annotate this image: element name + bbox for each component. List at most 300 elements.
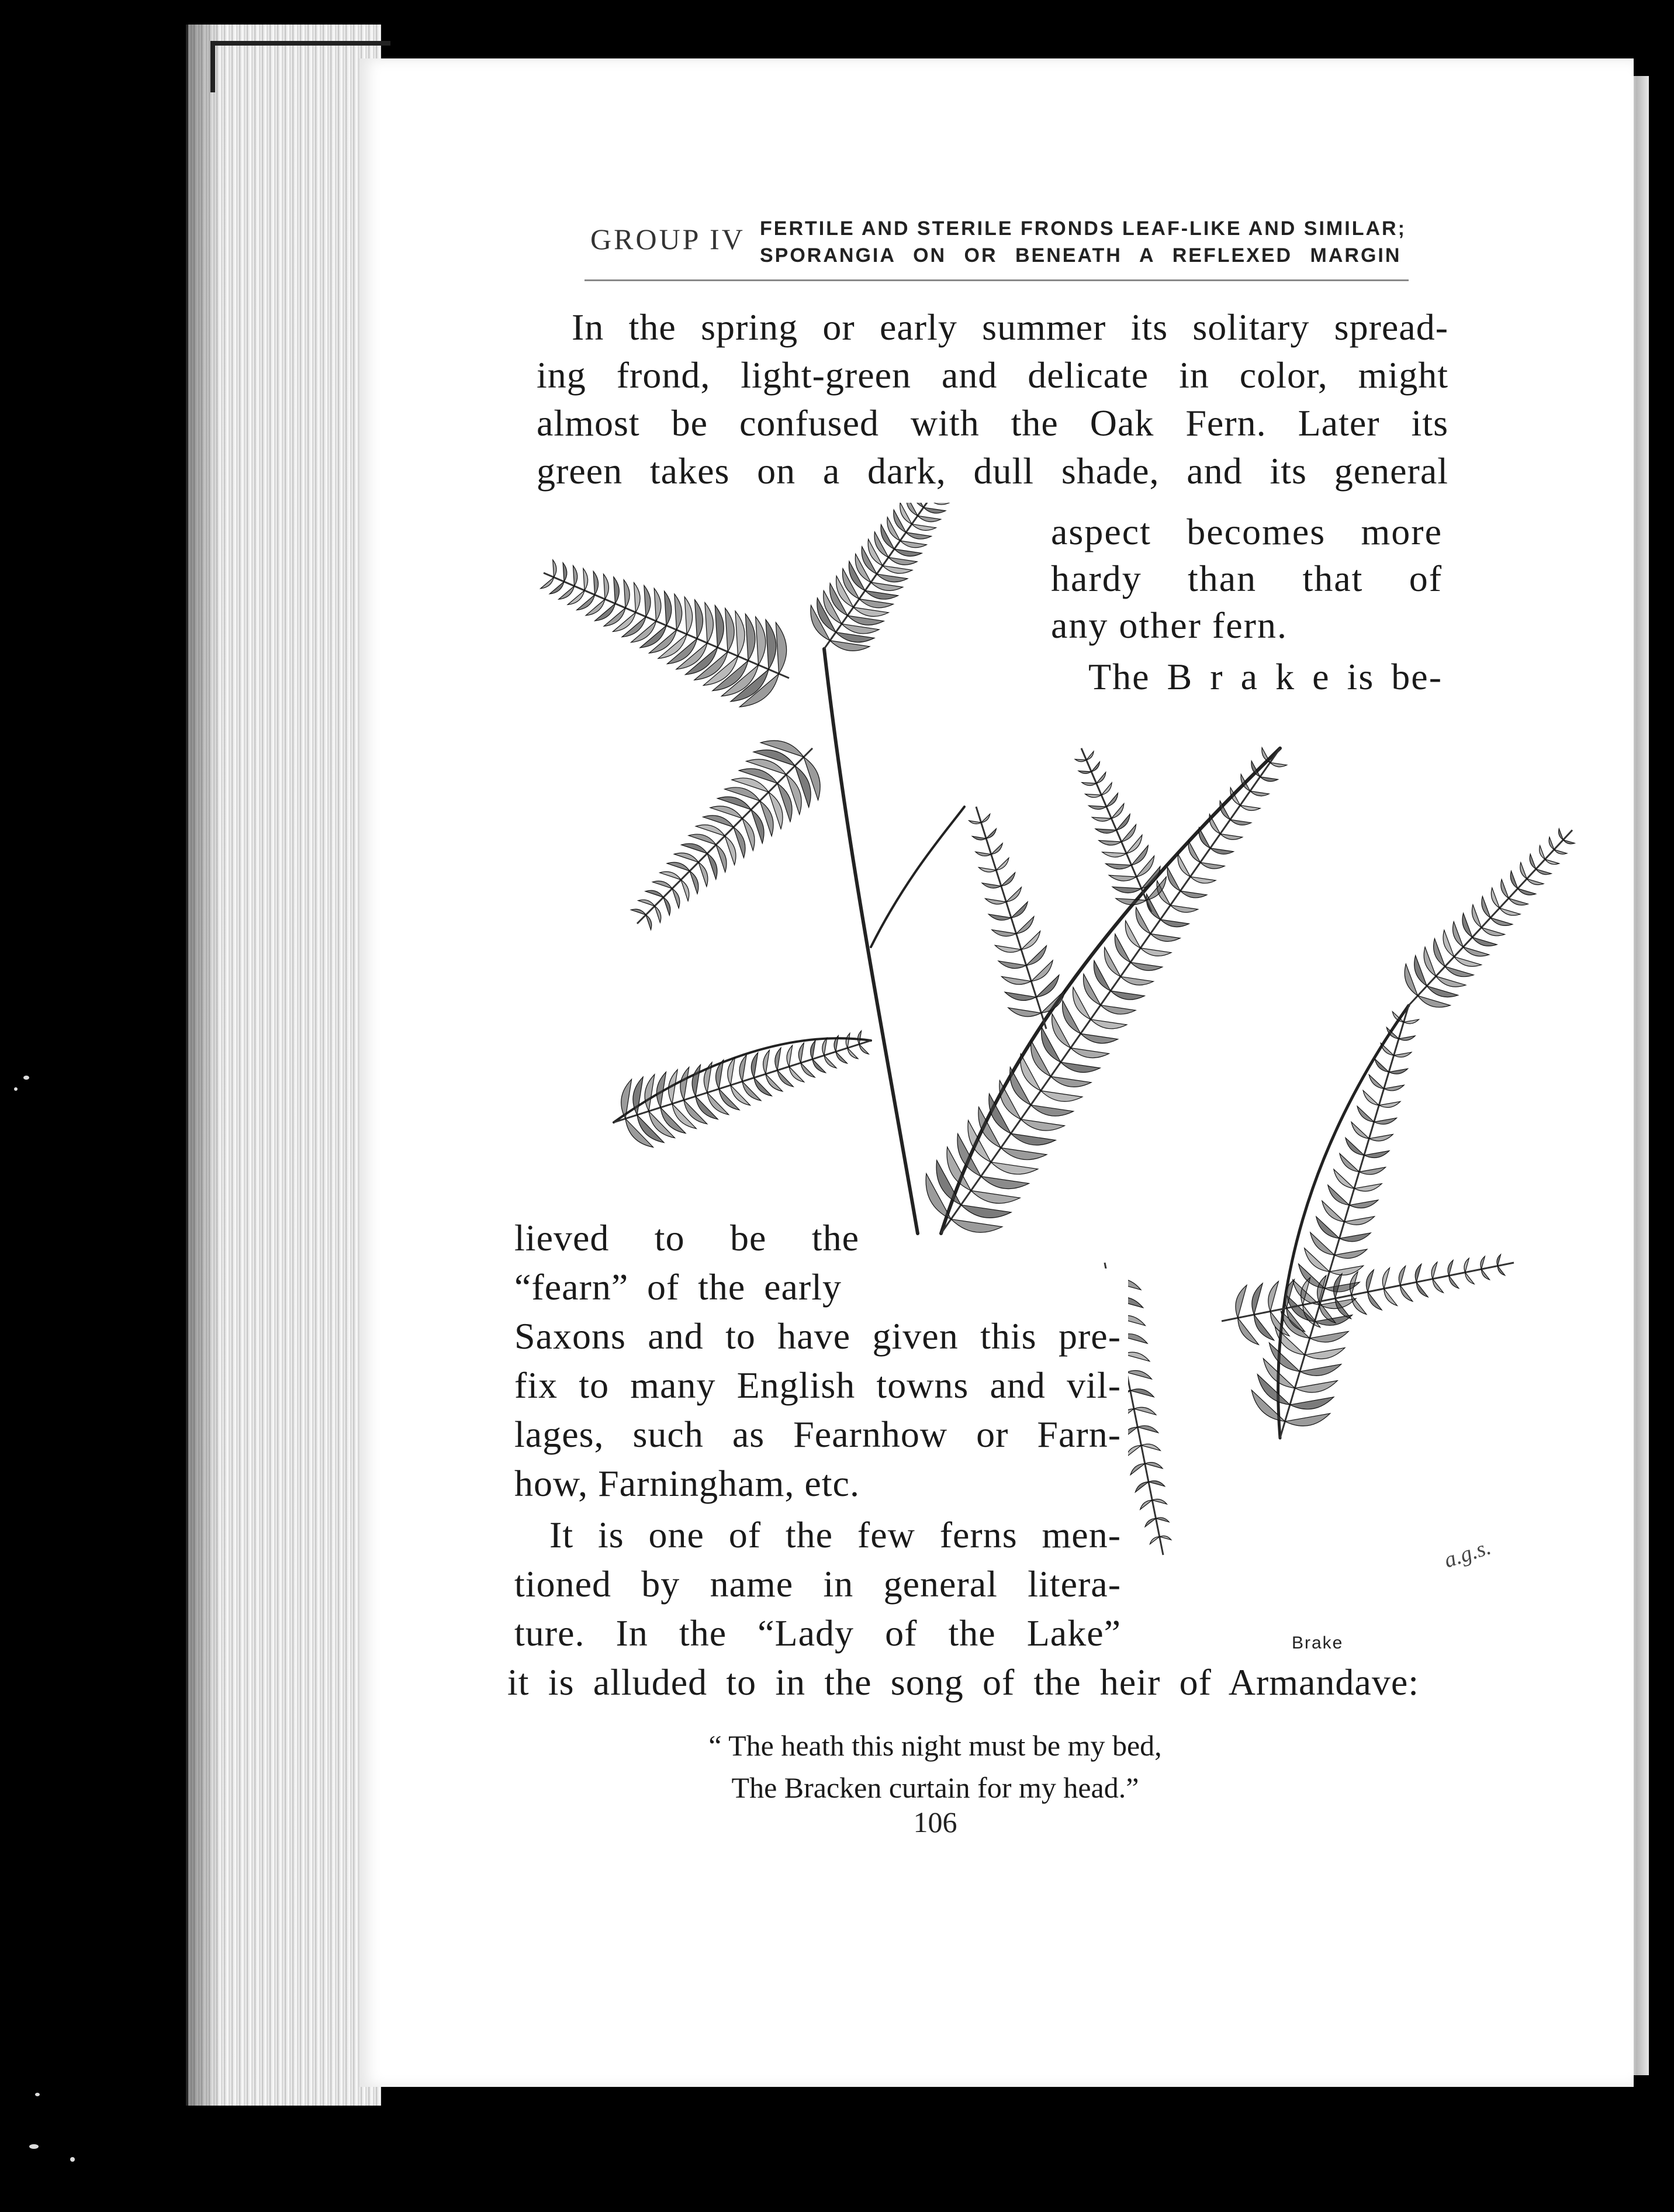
fern-pinna [735, 611, 745, 656]
fern-pinna [1509, 898, 1528, 905]
fern-pinna [836, 633, 874, 642]
fern-pinna [1220, 834, 1243, 839]
fern-pinna [634, 583, 641, 613]
fern-pinna [1125, 921, 1140, 948]
fern-pinna [1252, 1283, 1263, 1315]
text-line: “fearn” of the early [514, 1266, 842, 1308]
fern-pinna [689, 834, 716, 845]
fern-pinna [988, 914, 1011, 920]
fern-pinna [621, 1079, 632, 1118]
fern-pinna [1436, 976, 1466, 987]
fern-pinna [563, 563, 567, 582]
fern-pinna [672, 889, 680, 908]
fern-pinna [1140, 1500, 1153, 1509]
fern-pinna [865, 590, 898, 599]
fern-pinna [992, 930, 1016, 936]
fern-pinna [1322, 1201, 1344, 1222]
fern-pinna [1305, 1348, 1345, 1359]
fern-pinna [1445, 966, 1474, 976]
fern-pinna [593, 571, 598, 595]
fern-pinna [1389, 1069, 1407, 1074]
fern-pinna [913, 503, 924, 507]
text-line: lieved to be the [514, 1217, 859, 1259]
fern-pinna [1101, 783, 1112, 795]
fern-pinna [985, 898, 1007, 904]
fern-pinna [1434, 939, 1445, 967]
fern-pinna [1188, 841, 1200, 862]
fern-pinna [1091, 1019, 1127, 1029]
fern-pinna [1236, 1285, 1247, 1318]
fern-pinna [775, 1048, 781, 1070]
fern-pinna [1051, 1076, 1091, 1087]
fern-pinna [1359, 1167, 1385, 1175]
fern-pinna [1328, 1185, 1350, 1205]
fern-pinna [1465, 1273, 1474, 1284]
fern-pinna [859, 1044, 869, 1054]
fern-pinna [998, 961, 1026, 969]
fern-pinna [824, 1055, 836, 1068]
fern-pinna [1085, 794, 1102, 797]
fern-pinna [541, 578, 554, 589]
fern-pinna [680, 1067, 689, 1100]
fern-pinna [684, 597, 692, 634]
fern-pinna [1135, 1482, 1149, 1492]
fern-pinna [1290, 1397, 1334, 1409]
text-line: fix to many English towns and vil- [514, 1364, 1121, 1406]
fern-pinna [1400, 1285, 1413, 1301]
fern-pinna [1501, 879, 1509, 898]
fern-pinna [1160, 920, 1189, 927]
fern-pinna [906, 533, 931, 539]
fern-pinna [1554, 849, 1567, 854]
fern-pinna [695, 600, 703, 639]
fern-pinna [573, 565, 577, 586]
fern-pinna [1008, 1008, 1042, 1017]
fern-pinna [1005, 992, 1036, 1000]
fern-pinna [645, 890, 663, 897]
fern-pinna [1152, 1499, 1167, 1505]
page-number: 106 [913, 1806, 957, 1838]
fern-pinna [1344, 1216, 1375, 1225]
fern-pinna [900, 541, 926, 548]
fern-pinna [1340, 1153, 1359, 1171]
fern-pinna [836, 1052, 847, 1063]
fern-pinna [1357, 1106, 1374, 1122]
fern-pinna [692, 1064, 700, 1096]
fern-pinna [1520, 862, 1527, 879]
fern-pinna [1416, 1282, 1428, 1297]
fern-pinna [638, 900, 655, 906]
fern-pinna [1540, 845, 1545, 859]
fern-pinna [1270, 762, 1287, 766]
fern-pinna [1491, 888, 1499, 908]
fern-pinna [1559, 828, 1564, 839]
fern-pinna [1260, 777, 1278, 782]
dust-speck [23, 1076, 29, 1080]
fern-pinna [1120, 977, 1153, 986]
fern-pinna [704, 1062, 712, 1093]
fern-pinna [1150, 1537, 1159, 1544]
fern-pinna [1095, 829, 1116, 833]
fern-pinna [1145, 1519, 1156, 1527]
fern-pinna [1454, 957, 1482, 967]
fern-pinna [871, 582, 903, 590]
fern-pinna [716, 845, 727, 872]
fern-pinna [981, 814, 990, 822]
fern-pinna [667, 862, 690, 871]
fern-pinna [1330, 1266, 1364, 1275]
fern-pinna [1472, 937, 1497, 946]
fern-pinna [1180, 891, 1206, 898]
fern-pinna [1354, 1184, 1382, 1191]
fern-pinna [1346, 1138, 1364, 1155]
dust-speck [14, 1087, 18, 1091]
fern-pinna [1415, 1264, 1421, 1282]
text-line: The B r a k e is be- [1088, 656, 1443, 697]
fern-pinna [1462, 913, 1472, 937]
fern-pinna [1364, 1151, 1389, 1158]
fern-pinna [929, 503, 950, 504]
fern-pinna [1075, 759, 1086, 762]
fern-pinna [1381, 1043, 1393, 1055]
fern-pinna [848, 1048, 858, 1059]
fern-pinna [1449, 1276, 1459, 1288]
fern-pinna [1433, 1279, 1443, 1293]
running-head-line: FERTILE AND STERILE FRONDS LEAF-LIKE AND SIMILAR; [760, 217, 1406, 240]
fern-pinna [991, 1162, 1037, 1174]
text-line: Saxons and to have given this pre- [514, 1315, 1121, 1357]
fern-pinna [883, 566, 912, 573]
text-line: hardy than that of [1051, 558, 1443, 599]
fern-pinna [1150, 934, 1180, 941]
fern-pinna [1190, 877, 1215, 883]
running-head-line: SPORANGIA ON OR BENEATH A REFLEXED MARGIN [760, 244, 1402, 267]
fern-pinna [1137, 1426, 1158, 1433]
fern-pinna [654, 588, 661, 621]
fern-pinna [1111, 991, 1144, 1000]
fern-pinna [1431, 1262, 1437, 1279]
fern-pinna [1536, 869, 1551, 875]
fern-pinna [1349, 1200, 1378, 1208]
fern-pinna [1026, 946, 1047, 966]
fern-pinna [1530, 854, 1536, 869]
fern-pinna [1382, 1268, 1389, 1289]
fern-pinna [1106, 793, 1118, 807]
fern-pinna [1115, 934, 1130, 962]
fern-pinna [969, 821, 981, 824]
fern-pinna [996, 858, 1009, 870]
fern-pinna [645, 1074, 655, 1111]
fern-pinna [646, 915, 652, 930]
fern-pinna [1453, 922, 1464, 947]
text-line: green takes on a dark, dull shade, and its general [537, 450, 1448, 492]
fern-pinna [1199, 828, 1210, 848]
fern-pinna [681, 880, 689, 901]
fern-pinna [1384, 1085, 1404, 1091]
fern-pinna [1116, 814, 1130, 830]
fern-pinna [951, 1219, 1002, 1233]
fern-pinna [857, 1031, 861, 1044]
fern-pinna [1087, 751, 1094, 760]
fern-pinna [614, 577, 620, 604]
fern-pinna [1399, 1036, 1415, 1041]
running-head [584, 215, 1409, 281]
fern-pinna [1130, 1464, 1145, 1475]
fern-pinna [1472, 905, 1481, 928]
dust-speck [35, 2093, 40, 2096]
fern-pinna [1134, 1407, 1156, 1415]
fern-pinna [1448, 1260, 1453, 1276]
fern-pinna [1481, 1269, 1489, 1280]
fern-pinna [842, 624, 879, 634]
fern-pinna [924, 507, 946, 513]
page-edges-shadow [186, 25, 221, 2106]
text-line: ture. In the “Lady of the Lake” [514, 1612, 1121, 1654]
fern-pinna [1518, 889, 1536, 895]
text-line: how, Farningham, etc. [514, 1463, 860, 1504]
fern-pinna [822, 1038, 827, 1056]
fern-pinna [1404, 1019, 1419, 1024]
fern-pinna [766, 620, 776, 669]
fern-pinna [603, 574, 608, 599]
fern-pinna [751, 1053, 758, 1078]
fern-pinna [982, 883, 1001, 888]
fern-pinna [1102, 852, 1126, 858]
text-line: it is alluded to in the song of the heir of Armandave: [507, 1661, 1419, 1703]
fern-pinna [1369, 1074, 1384, 1088]
fern-pinna [848, 616, 884, 625]
fern-pinna [877, 574, 908, 582]
fern-pinna [1375, 1059, 1389, 1072]
fern-pinna [1016, 917, 1034, 934]
fern-pinna [1527, 879, 1544, 884]
fern-pinna [812, 1059, 826, 1073]
fern-pinna [1091, 762, 1099, 772]
fern-pinna [705, 603, 713, 643]
fern-pinna [798, 1043, 804, 1063]
text-line: tioned by name in general litera- [514, 1563, 1121, 1605]
fern-pinna [1099, 841, 1122, 845]
fern-pinna [789, 1067, 804, 1082]
fern-pinna [1490, 918, 1513, 925]
figure-caption: Brake [1292, 1633, 1344, 1653]
group-label: GROUP IV [590, 223, 745, 255]
fern-pinna [682, 844, 707, 853]
fern-pinna [1250, 791, 1269, 796]
fern-pinna [1116, 898, 1146, 905]
fern-pinna [1170, 905, 1198, 913]
text-line: It is one of the few ferns men- [549, 1514, 1121, 1556]
fern-pinna [763, 1050, 770, 1074]
fern-pinna [1097, 772, 1106, 783]
fern-pinna [728, 1057, 735, 1085]
artist-signature: a.g.s. [1441, 1534, 1494, 1573]
fern-pinna [1021, 931, 1040, 950]
fern-pinna [1497, 1254, 1501, 1266]
fern-pinna [1071, 1048, 1109, 1058]
fern-pinna [1230, 820, 1251, 825]
fern-pinna [801, 1063, 815, 1077]
fern-pinna [1334, 1169, 1354, 1188]
fern-pinna [1368, 1292, 1382, 1310]
fern-pinna [1210, 848, 1234, 854]
fern-pinna [1160, 1536, 1171, 1540]
fern-pinna [1464, 1258, 1469, 1272]
quote-line: The Bracken curtain for my head.” [731, 1771, 1139, 1804]
fern-pinna [1130, 962, 1163, 970]
fern-pinna [707, 853, 717, 879]
fern-pinna [978, 867, 996, 872]
fern-pinna [1145, 1463, 1163, 1468]
fern-pinna [859, 599, 893, 608]
fern-pinna [1300, 1364, 1341, 1376]
dust-speck [70, 2157, 75, 2162]
fern-pinna [1101, 1005, 1136, 1014]
fern-pinna [1510, 871, 1517, 889]
text-line: In the spring or early summer its solitary spread- [572, 306, 1448, 348]
fern-pinna [1351, 1122, 1369, 1138]
fern-pinna [1031, 960, 1053, 981]
fern-pinna [986, 828, 996, 838]
fern-pinna [1081, 1034, 1118, 1043]
fern-pinna [665, 591, 672, 625]
fern-pinna [1041, 1091, 1082, 1101]
fern-pinna [787, 1045, 793, 1066]
fern-pinna [1178, 854, 1190, 877]
fern-pinna [1149, 1481, 1165, 1486]
fern-pinna [1363, 1090, 1379, 1105]
fern-pinna [912, 524, 936, 531]
fern-pinna [1463, 947, 1489, 956]
fern-pinna [1310, 1332, 1348, 1342]
quote-line: “ The heath this night must be my bed, [708, 1729, 1162, 1762]
fern-pinna [1201, 862, 1225, 869]
text-line: lages, such as Fearnhow or Farn- [514, 1413, 1121, 1455]
fern-pinna [776, 623, 786, 674]
fern-pinna [1001, 873, 1015, 886]
fern-pinna [698, 862, 708, 887]
fern-pinna [907, 503, 918, 516]
fern-pinna [660, 872, 681, 880]
fern-pinna [675, 594, 682, 630]
fern-pinna [1340, 1233, 1371, 1242]
fern-pinna [961, 1205, 1011, 1218]
text-line: ing frond, light-green and delicate in color, might [537, 354, 1448, 396]
fern-pinna [971, 1191, 1020, 1204]
fern-pinna [756, 617, 766, 665]
fern-pinna [1427, 986, 1458, 997]
fern-pinna [1268, 1281, 1279, 1311]
fern-pinna [1497, 1266, 1505, 1276]
fern-pinna [549, 582, 564, 594]
fern-pinna [715, 606, 724, 648]
fern-pinna [1156, 1518, 1170, 1522]
fern-pinna [1374, 1118, 1397, 1124]
fern-pinna [894, 549, 922, 556]
fern-pinna [1011, 1133, 1056, 1145]
fern-pinna [1482, 896, 1490, 918]
fern-pinna [991, 844, 1003, 855]
fern-pinna [1481, 928, 1504, 936]
fern-pinna [1399, 1266, 1405, 1285]
fern-pinna [830, 641, 870, 651]
fern-pinna [1262, 748, 1270, 763]
fern-pinna [1140, 948, 1171, 956]
fern-pinna [669, 1070, 678, 1104]
fern-pinna [1209, 814, 1220, 834]
fern-pinna [846, 1033, 850, 1048]
text-line: any other fern. [1051, 604, 1288, 646]
fern-pinna [976, 852, 991, 856]
text-line: aspect becomes more [1051, 511, 1443, 552]
fern-pinna [918, 516, 941, 521]
fern-pinna [1112, 887, 1142, 893]
fern-pinna [690, 871, 698, 894]
fern-pinna [1443, 930, 1454, 957]
fern-pinna [853, 607, 888, 617]
fern-pinna [1106, 863, 1132, 869]
fern-pinna [1384, 1288, 1398, 1305]
fern-pinna [655, 906, 661, 922]
dust-speck [29, 2144, 39, 2149]
fern-pinna [1011, 902, 1028, 918]
fern-pinna [1240, 806, 1260, 811]
fern-pinna [553, 560, 556, 578]
fern-pinna [1285, 1413, 1330, 1426]
fern-pinna [981, 1176, 1029, 1188]
fern-pinna [1021, 1119, 1064, 1131]
fern-pinna [1001, 1148, 1047, 1160]
fern-pinna [1167, 867, 1180, 891]
fern-pinna [1549, 837, 1554, 849]
fern-pinna [631, 909, 646, 915]
fern-pinna [811, 1041, 815, 1059]
fern-pinna [1545, 859, 1559, 865]
fern-pinna [1061, 1062, 1100, 1072]
fern-pinna [1394, 1052, 1412, 1057]
fern-pinna [1418, 996, 1451, 1007]
fern-pinna [1002, 977, 1032, 985]
fern-pinna [1351, 1295, 1367, 1315]
fern-pinna [995, 945, 1021, 952]
fern-pinna [1369, 1134, 1393, 1140]
fern-pinna [1303, 1305, 1320, 1327]
fern-pinna [1130, 1389, 1154, 1397]
fern-pinna [1006, 887, 1021, 902]
fern-pinna [1379, 1101, 1400, 1107]
fern-pinna [1142, 1444, 1161, 1450]
fern-pinna [1082, 783, 1097, 786]
text-line: almost be confused with the Oak Fern. Later its [537, 402, 1448, 444]
fern-pinna [1334, 1249, 1367, 1259]
fern-pinna [652, 881, 672, 889]
fern-pinna [972, 836, 986, 839]
fern-pinna [1127, 1371, 1152, 1380]
fern-pinna [1366, 1270, 1374, 1292]
fern-pinna [583, 568, 588, 590]
fern-pinna [1295, 1381, 1337, 1392]
fern-pinna [1088, 806, 1106, 809]
fern-pinna [624, 580, 630, 608]
fern-pinna [1111, 804, 1123, 818]
fern-pinna [739, 1055, 746, 1081]
fern-pinna [1092, 817, 1111, 821]
fern-pinna [1500, 908, 1520, 915]
fern-pinna [888, 557, 917, 565]
fern-pinna [633, 1077, 643, 1115]
fern-pinna [1481, 1256, 1485, 1269]
fern-pinna [1563, 840, 1575, 844]
